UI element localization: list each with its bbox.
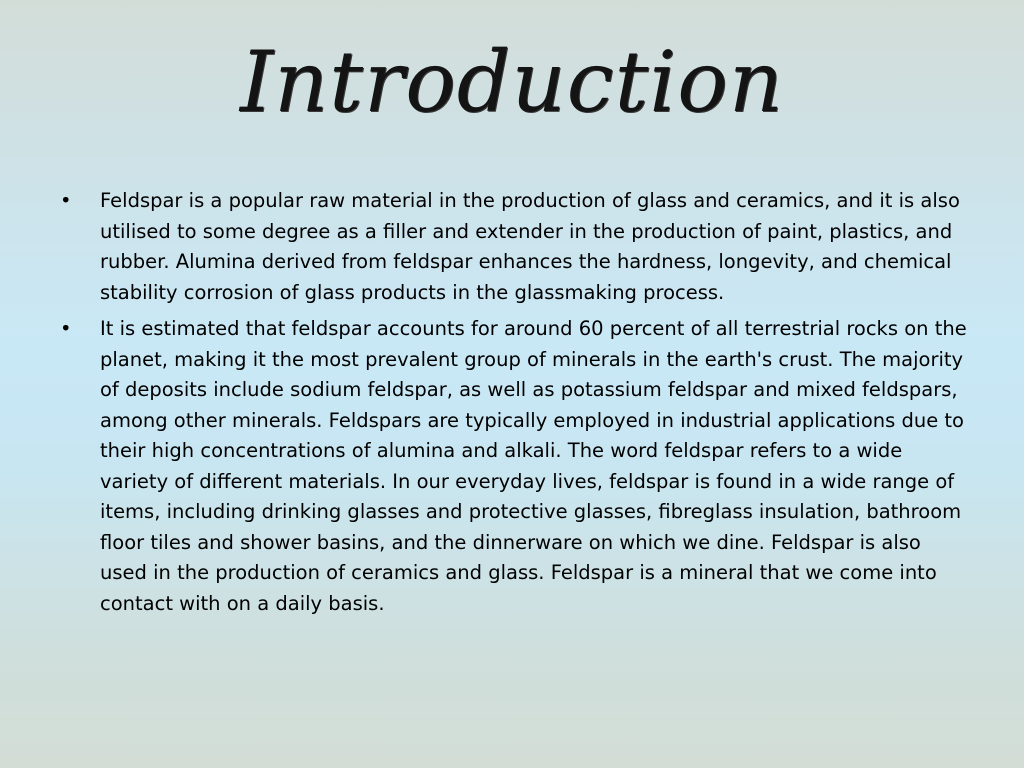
bullet-item xyxy=(60,186,970,308)
bullet-icon: • xyxy=(60,317,72,340)
bullet-text: Feldspar is a popular raw material in the production of glass and ceramics, and it is also utilised to some degree as a filler and extender in the production of paint, plastics, and rubber. Alumina derived from feldspar enhances the hardness, longevity, and chemical stability corrosion of glass products in the glassmaking process. xyxy=(100,189,960,304)
bullet-list xyxy=(60,186,970,625)
slide-title: Introduction xyxy=(240,33,784,131)
bullet-icon: • xyxy=(60,189,72,212)
bullet-text: It is estimated that feldspar accounts for around 60 percent of all terrestrial rocks on the planet, making it the most prevalent group of minerals in the earth's crust. The majority of deposits include sodium feldspar, as well as potassium feldspar and mixed feldspars, among other minerals. Feldspars are typically employed in industrial applications due to their high concentrations of alumina and alkali. The word feldspar refers to a wide variety of different materials. In our everyday lives, feldspar is found in a wide range of items, including drinking glasses and protective glasses, fibreglass insulation, bathroom floor tiles and shower basins, and the dinnerware on which we dine. Feldspar is also used in the production of ceramics and glass. Feldspar is a mineral that we come into contact with on a daily basis. xyxy=(100,317,967,615)
bullet-item xyxy=(60,314,970,619)
